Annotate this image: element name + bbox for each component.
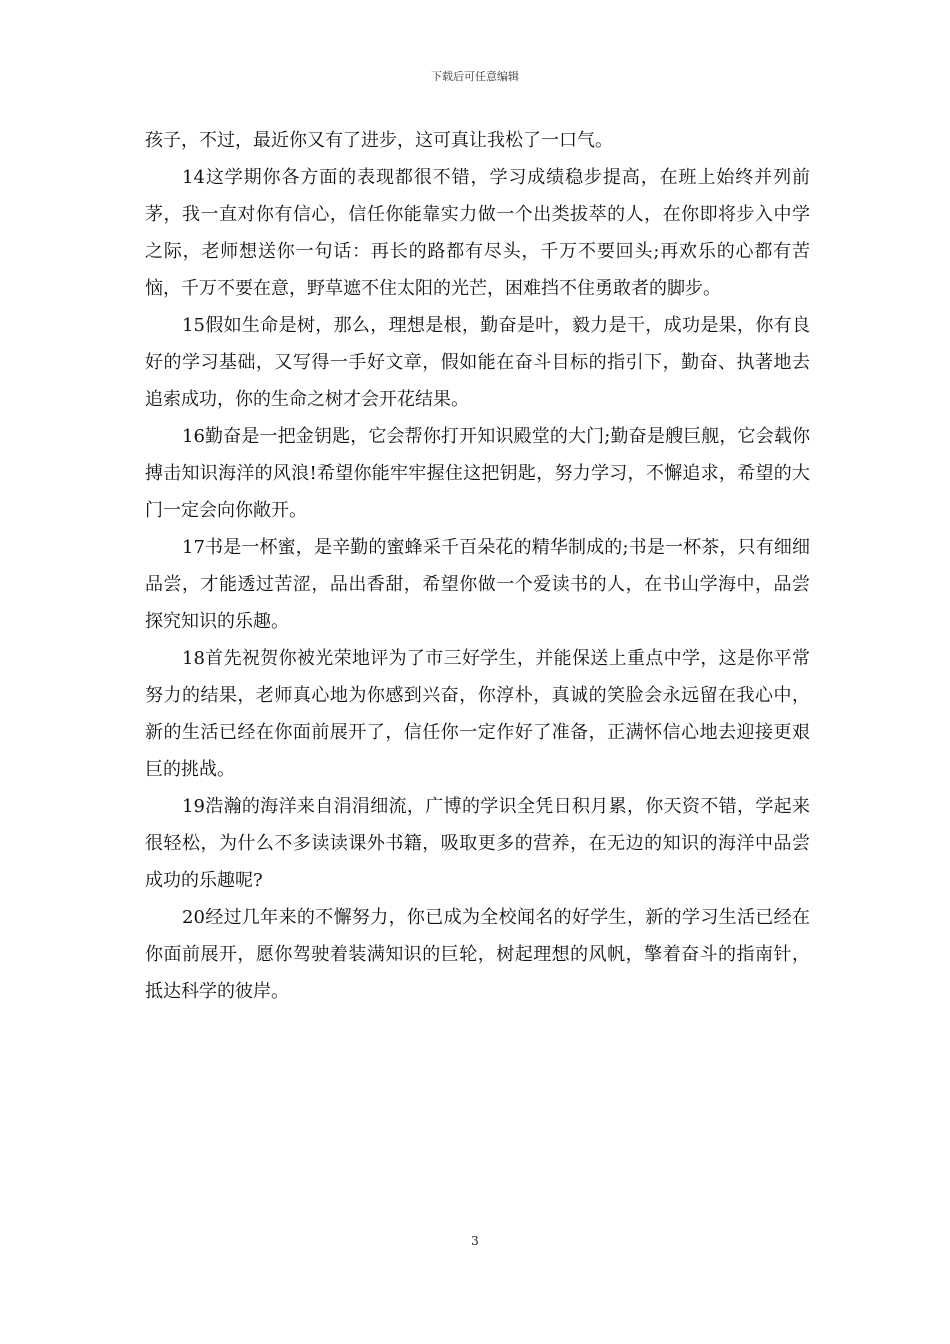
paragraph-17: 17书是一杯蜜，是辛勤的蜜蜂采千百朵花的精华制成的;书是一杯茶，只有细细品尝，才能透过苦涩，品出香甜，希望你做一个爱读书的人，在书山学海中，品尝探究知识的乐趣。 bbox=[145, 537, 810, 632]
paragraph-19: 19浩瀚的海洋来自涓涓细流，广博的学识全凭日积月累，你天资不错，学起来很轻松，为什么不多读读课外书籍，吸取更多的营养，在无边的知识的海洋中品尝成功的乐趣呢? bbox=[145, 796, 810, 891]
paragraph-20: 20经过几年来的不懈努力，你已成为全校闻名的好学生，新的学习生活已经在你面前展开，愿你驾驶着装满知识的巨轮，树起理想的风帆，擎着奋斗的指南针，抵达科学的彼岸。 bbox=[145, 907, 810, 1002]
paragraph-15: 15假如生命是树，那么，理想是根，勤奋是叶，毅力是干，成功是果，你有良好的学习基础，又写得一手好文章，假如能在奋斗目标的指引下，勤奋、执著地去追索成功，你的生命之树才会开花结果。 bbox=[145, 315, 810, 410]
page-number: 3 bbox=[471, 1234, 479, 1248]
paragraph-18: 18首先祝贺你被光荣地评为了市三好学生，并能保送上重点中学，这是你平常努力的结果，老师真心地为你感到兴奋，你淳朴，真诚的笑脸会永远留在我心中，新的生活已经在你面前展开了，信任你一定作好了准备，正满怀信心地去迎接更艰巨的挑战。 bbox=[145, 648, 810, 780]
paragraph-16: 16勤奋是一把金钥匙，它会帮你打开知识殿堂的大门;勤奋是艘巨舰，它会载你搏击知识海洋的风浪!希望你能牢牢握住这把钥匙，努力学习，不懈追求，希望的大门一定会向你敞开。 bbox=[145, 426, 810, 521]
paragraph-14: 14这学期你各方面的表现都很不错，学习成绩稳步提高，在班上始终并列前茅，我一直对你有信心，信任你能靠实力做一个出类拔萃的人，在你即将步入中学之际，老师想送你一句话：再长的路都有尽头，千万不要回头;再欢乐的心都有苦恼，千万不要在意，野草遮不住太阳的光芒，困难挡不住勇敢者的脚步。 bbox=[145, 167, 810, 299]
paragraph-continuation: 孩子，不过，最近你又有了进步，这可真让我松了一口气。 bbox=[145, 130, 613, 151]
document-body bbox=[145, 122, 810, 1010]
page-header: 下载后可任意编辑 bbox=[431, 70, 519, 83]
